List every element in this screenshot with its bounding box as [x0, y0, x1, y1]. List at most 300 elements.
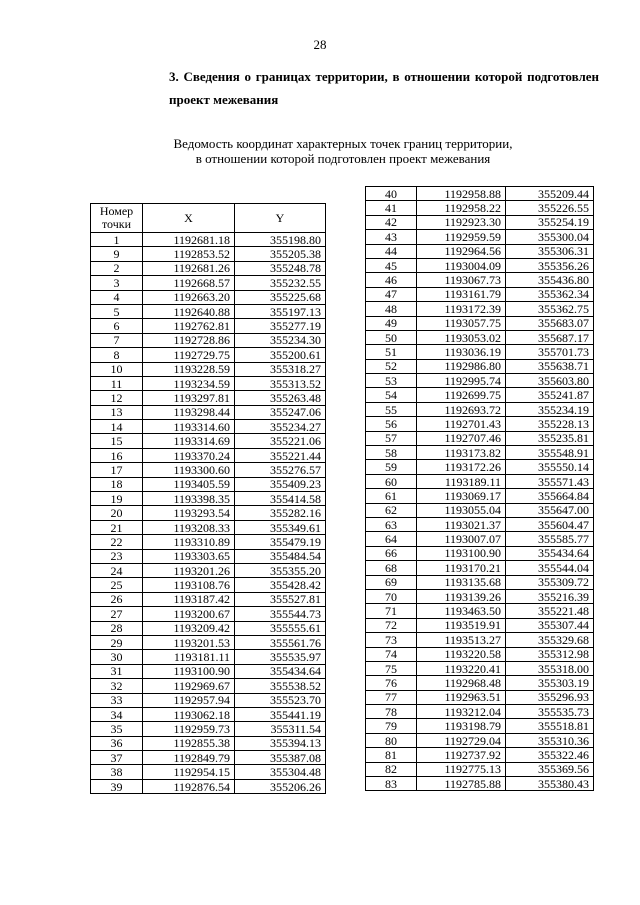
table-row: [366, 647, 594, 661]
point-number-cell: 82: [366, 762, 417, 776]
point-number-cell: 52: [366, 359, 417, 373]
y-coordinate-cell: 355683.07: [506, 316, 594, 330]
table-row: [91, 362, 326, 376]
point-number-cell: 3: [91, 276, 143, 290]
point-number-cell: 83: [366, 777, 417, 791]
table-row: [366, 719, 594, 733]
x-coordinate-cell: 1193370.24: [143, 448, 235, 462]
point-number-cell: 37: [91, 751, 143, 765]
point-number-cell: 14: [91, 420, 143, 434]
table-row: [366, 561, 594, 575]
table-row: [366, 532, 594, 546]
x-coordinate-cell: 1192855.38: [143, 736, 235, 750]
x-coordinate-cell: 1192693.72: [417, 402, 506, 416]
coordinates-table-left: [90, 203, 326, 794]
y-coordinate-cell: 355221.06: [235, 434, 326, 448]
x-coordinate-cell: 1193161.79: [417, 287, 506, 301]
table-row: [366, 705, 594, 719]
table-row: [91, 693, 326, 707]
point-number-cell: 54: [366, 388, 417, 402]
x-coordinate-cell: 1193398.35: [143, 492, 235, 506]
y-coordinate-cell: 355241.87: [506, 388, 594, 402]
x-coordinate-cell: 1193300.60: [143, 463, 235, 477]
point-number-cell: 61: [366, 489, 417, 503]
table-row: [366, 402, 594, 416]
x-coordinate-cell: 1192957.94: [143, 693, 235, 707]
point-number-cell: 22: [91, 535, 143, 549]
table-row: [91, 261, 326, 275]
x-coordinate-cell: 1193004.09: [417, 258, 506, 272]
y-coordinate-cell: 355664.84: [506, 489, 594, 503]
point-number-cell: 57: [366, 431, 417, 445]
x-coordinate-cell: 1192762.81: [143, 319, 235, 333]
table-row: [366, 517, 594, 531]
point-number-cell: 69: [366, 575, 417, 589]
y-coordinate-cell: 355226.55: [506, 201, 594, 215]
x-coordinate-cell: 1193036.19: [417, 345, 506, 359]
point-number-cell: 78: [366, 705, 417, 719]
x-coordinate-cell: 1193069.17: [417, 489, 506, 503]
y-coordinate-cell: 355518.81: [506, 719, 594, 733]
y-coordinate-cell: 355276.57: [235, 463, 326, 477]
y-coordinate-cell: 355555.61: [235, 621, 326, 635]
y-coordinate-cell: 355535.73: [506, 705, 594, 719]
point-number-cell: 11: [91, 376, 143, 390]
x-coordinate-cell: 1192785.88: [417, 777, 506, 791]
y-coordinate-cell: 355349.61: [235, 520, 326, 534]
y-coordinate-cell: 355254.19: [506, 215, 594, 229]
table-row: [366, 748, 594, 762]
point-number-cell: 66: [366, 546, 417, 560]
table-row: [91, 506, 326, 520]
point-number-cell: 10: [91, 362, 143, 376]
y-coordinate-cell: 355311.54: [235, 722, 326, 736]
x-coordinate-cell: 1193208.33: [143, 520, 235, 534]
table-row: [91, 247, 326, 261]
point-number-cell: 6: [91, 319, 143, 333]
y-coordinate-cell: 355313.52: [235, 376, 326, 390]
table-row: [91, 635, 326, 649]
y-coordinate-cell: 355647.00: [506, 503, 594, 517]
x-coordinate-cell: 1193314.69: [143, 434, 235, 448]
point-number-cell: 53: [366, 374, 417, 388]
point-number-cell: 50: [366, 330, 417, 344]
table-row: [91, 319, 326, 333]
table-row: [91, 477, 326, 491]
table-caption-line-1: Ведомость координат характерных точек границ территории,: [173, 136, 513, 151]
table-row: [91, 736, 326, 750]
point-number-cell: 81: [366, 748, 417, 762]
point-number-cell: 30: [91, 650, 143, 664]
x-coordinate-cell: 1193187.42: [143, 592, 235, 606]
x-coordinate-cell: 1193053.02: [417, 330, 506, 344]
table-row: [91, 420, 326, 434]
x-coordinate-cell: 1193220.41: [417, 661, 506, 675]
x-coordinate-cell: 1193200.67: [143, 607, 235, 621]
table-row: [366, 589, 594, 603]
point-number-cell: 46: [366, 273, 417, 287]
table-row: [91, 290, 326, 304]
table-row: [366, 201, 594, 215]
table-row: [91, 405, 326, 419]
table-row: [91, 348, 326, 362]
y-coordinate-cell: 355303.19: [506, 676, 594, 690]
table-header-row: [91, 204, 326, 233]
x-coordinate-cell: 1192969.67: [143, 679, 235, 693]
point-number-cell: 48: [366, 302, 417, 316]
y-coordinate-cell: 355356.26: [506, 258, 594, 272]
y-coordinate-cell: 355362.75: [506, 302, 594, 316]
point-number-cell: 20: [91, 506, 143, 520]
x-coordinate-cell: 1193021.37: [417, 517, 506, 531]
point-number-cell: 42: [366, 215, 417, 229]
y-coordinate-cell: 355394.13: [235, 736, 326, 750]
point-number-cell: 41: [366, 201, 417, 215]
x-coordinate-cell: 1193513.27: [417, 633, 506, 647]
y-coordinate-cell: 355535.97: [235, 650, 326, 664]
x-coordinate-cell: 1192701.43: [417, 417, 506, 431]
x-coordinate-cell: 1193234.59: [143, 376, 235, 390]
table-row: [366, 187, 594, 201]
point-number-cell: 79: [366, 719, 417, 733]
point-number-cell: 32: [91, 679, 143, 693]
table-row: [366, 733, 594, 747]
y-coordinate-cell: 355441.19: [235, 707, 326, 721]
y-coordinate-cell: 355538.52: [235, 679, 326, 693]
table-row: [91, 463, 326, 477]
y-coordinate-cell: 355436.80: [506, 273, 594, 287]
point-number-cell: 35: [91, 722, 143, 736]
x-coordinate-cell: 1192954.15: [143, 765, 235, 779]
y-coordinate-cell: 355197.13: [235, 304, 326, 318]
x-coordinate-cell: 1192681.18: [143, 233, 235, 247]
x-coordinate-cell: 1192876.54: [143, 779, 235, 793]
y-coordinate-cell: 355322.46: [506, 748, 594, 762]
y-coordinate-cell: 355216.39: [506, 589, 594, 603]
y-coordinate-cell: 355548.91: [506, 446, 594, 460]
y-coordinate-cell: 355409.23: [235, 477, 326, 491]
table-row: [91, 679, 326, 693]
point-number-cell: 8: [91, 348, 143, 362]
x-coordinate-cell: 1193314.60: [143, 420, 235, 434]
x-coordinate-cell: 1192995.74: [417, 374, 506, 388]
y-coordinate-cell: 355434.64: [506, 546, 594, 560]
header-point-number: Номер точки: [91, 204, 143, 233]
x-coordinate-cell: 1193139.26: [417, 589, 506, 603]
table-row: [366, 330, 594, 344]
x-coordinate-cell: 1193209.42: [143, 621, 235, 635]
x-coordinate-cell: 1192728.86: [143, 333, 235, 347]
y-coordinate-cell: 355687.17: [506, 330, 594, 344]
point-number-cell: 64: [366, 532, 417, 546]
y-coordinate-cell: 355198.80: [235, 233, 326, 247]
table-row: [366, 503, 594, 517]
table-row: [366, 690, 594, 704]
y-coordinate-cell: 355638.71: [506, 359, 594, 373]
table-row: [366, 604, 594, 618]
table-row: [366, 230, 594, 244]
x-coordinate-cell: 1193055.04: [417, 503, 506, 517]
table-row: [366, 258, 594, 272]
table-row: [91, 563, 326, 577]
table-row: [366, 633, 594, 647]
point-number-cell: 59: [366, 460, 417, 474]
point-number-cell: 63: [366, 517, 417, 531]
y-coordinate-cell: 355232.55: [235, 276, 326, 290]
point-number-cell: 47: [366, 287, 417, 301]
section-heading-line-1: 3. Сведения о границах территории, в отношении которой подготовлен: [169, 69, 599, 84]
table-row: [91, 765, 326, 779]
x-coordinate-cell: 1193100.90: [143, 664, 235, 678]
y-coordinate-cell: 355307.44: [506, 618, 594, 632]
table-row: [91, 549, 326, 563]
x-coordinate-cell: 1193172.39: [417, 302, 506, 316]
y-coordinate-cell: 355221.48: [506, 604, 594, 618]
y-coordinate-cell: 355234.30: [235, 333, 326, 347]
x-coordinate-cell: 1193170.21: [417, 561, 506, 575]
y-coordinate-cell: 355225.68: [235, 290, 326, 304]
x-coordinate-cell: 1193172.26: [417, 460, 506, 474]
y-coordinate-cell: 355369.56: [506, 762, 594, 776]
y-coordinate-cell: 355603.80: [506, 374, 594, 388]
table-row: [366, 575, 594, 589]
point-number-cell: 2: [91, 261, 143, 275]
x-coordinate-cell: 1192707.46: [417, 431, 506, 445]
y-coordinate-cell: 355263.48: [235, 391, 326, 405]
y-coordinate-cell: 355701.73: [506, 345, 594, 359]
y-coordinate-cell: 355247.06: [235, 405, 326, 419]
y-coordinate-cell: 355248.78: [235, 261, 326, 275]
x-coordinate-cell: 1193201.26: [143, 563, 235, 577]
y-coordinate-cell: 355387.08: [235, 751, 326, 765]
x-coordinate-cell: 1193189.11: [417, 474, 506, 488]
point-number-cell: 5: [91, 304, 143, 318]
x-coordinate-cell: 1193220.58: [417, 647, 506, 661]
x-coordinate-cell: 1193228.59: [143, 362, 235, 376]
x-coordinate-cell: 1193405.59: [143, 477, 235, 491]
x-coordinate-cell: 1193201.53: [143, 635, 235, 649]
x-coordinate-cell: 1192729.75: [143, 348, 235, 362]
table-row: [91, 333, 326, 347]
table-row: [366, 489, 594, 503]
y-coordinate-cell: 355277.19: [235, 319, 326, 333]
point-number-cell: 36: [91, 736, 143, 750]
x-coordinate-cell: 1193007.07: [417, 532, 506, 546]
x-coordinate-cell: 1192681.26: [143, 261, 235, 275]
point-number-cell: 56: [366, 417, 417, 431]
point-number-cell: 72: [366, 618, 417, 632]
x-coordinate-cell: 1192923.30: [417, 215, 506, 229]
table-caption-line-2: в отношении которой подготовлен проект межевания: [195, 151, 491, 166]
table-row: [91, 391, 326, 405]
y-coordinate-cell: 355312.98: [506, 647, 594, 661]
point-number-cell: 24: [91, 563, 143, 577]
table-row: [91, 779, 326, 793]
x-coordinate-cell: 1193303.65: [143, 549, 235, 563]
x-coordinate-cell: 1192849.79: [143, 751, 235, 765]
table-row: [366, 446, 594, 460]
x-coordinate-cell: 1192729.04: [417, 733, 506, 747]
x-coordinate-cell: 1192737.92: [417, 748, 506, 762]
table-row: [366, 431, 594, 445]
table-row: [366, 302, 594, 316]
table-row: [91, 578, 326, 592]
point-number-cell: 38: [91, 765, 143, 779]
x-coordinate-cell: 1192640.88: [143, 304, 235, 318]
x-coordinate-cell: 1193062.18: [143, 707, 235, 721]
table-row: [91, 233, 326, 247]
point-number-cell: 45: [366, 258, 417, 272]
section-heading-line-2: проект межевания: [169, 92, 279, 107]
point-number-cell: 55: [366, 402, 417, 416]
table-row: [366, 417, 594, 431]
table-row: [91, 276, 326, 290]
table-row: [366, 215, 594, 229]
table-row: [366, 618, 594, 632]
point-number-cell: 9: [91, 247, 143, 261]
x-coordinate-cell: 1192986.80: [417, 359, 506, 373]
table-row: [366, 474, 594, 488]
y-coordinate-cell: 355571.43: [506, 474, 594, 488]
header-y: Y: [235, 204, 326, 233]
x-coordinate-cell: 1192775.13: [417, 762, 506, 776]
y-coordinate-cell: 355414.58: [235, 492, 326, 506]
coordinates-table-right: [365, 186, 594, 791]
x-coordinate-cell: 1192663.20: [143, 290, 235, 304]
table-row: [91, 520, 326, 534]
table-row: [366, 661, 594, 675]
point-number-cell: 76: [366, 676, 417, 690]
table-row: [91, 376, 326, 390]
point-number-cell: 51: [366, 345, 417, 359]
y-coordinate-cell: 355355.20: [235, 563, 326, 577]
x-coordinate-cell: 1193463.50: [417, 604, 506, 618]
y-coordinate-cell: 355523.70: [235, 693, 326, 707]
y-coordinate-cell: 355310.36: [506, 733, 594, 747]
table-row: [91, 535, 326, 549]
point-number-cell: 39: [91, 779, 143, 793]
point-number-cell: 44: [366, 244, 417, 258]
y-coordinate-cell: 355306.31: [506, 244, 594, 258]
table-row: [91, 722, 326, 736]
y-coordinate-cell: 355206.26: [235, 779, 326, 793]
y-coordinate-cell: 355585.77: [506, 532, 594, 546]
x-coordinate-cell: 1193212.04: [417, 705, 506, 719]
table-row: [91, 664, 326, 678]
y-coordinate-cell: 355300.04: [506, 230, 594, 244]
x-coordinate-cell: 1192963.51: [417, 690, 506, 704]
point-number-cell: 26: [91, 592, 143, 606]
x-coordinate-cell: 1193293.54: [143, 506, 235, 520]
table-row: [366, 374, 594, 388]
table-row: [366, 244, 594, 258]
y-coordinate-cell: 355235.81: [506, 431, 594, 445]
x-coordinate-cell: 1193108.76: [143, 578, 235, 592]
x-coordinate-cell: 1192959.73: [143, 722, 235, 736]
y-coordinate-cell: 355282.16: [235, 506, 326, 520]
point-number-cell: 18: [91, 477, 143, 491]
point-number-cell: 4: [91, 290, 143, 304]
table-row: [91, 751, 326, 765]
x-coordinate-cell: 1193100.90: [417, 546, 506, 560]
table-row: [91, 607, 326, 621]
point-number-cell: 27: [91, 607, 143, 621]
point-number-cell: 17: [91, 463, 143, 477]
point-number-cell: 21: [91, 520, 143, 534]
point-number-cell: 34: [91, 707, 143, 721]
x-coordinate-cell: 1193057.75: [417, 316, 506, 330]
y-coordinate-cell: 355604.47: [506, 517, 594, 531]
point-number-cell: 25: [91, 578, 143, 592]
x-coordinate-cell: 1193067.73: [417, 273, 506, 287]
y-coordinate-cell: 355296.93: [506, 690, 594, 704]
y-coordinate-cell: 355228.13: [506, 417, 594, 431]
x-coordinate-cell: 1192958.88: [417, 187, 506, 201]
table-row: [366, 273, 594, 287]
point-number-cell: 62: [366, 503, 417, 517]
point-number-cell: 23: [91, 549, 143, 563]
table-row: [91, 650, 326, 664]
point-number-cell: 68: [366, 561, 417, 575]
point-number-cell: 31: [91, 664, 143, 678]
table-row: [91, 434, 326, 448]
table-row: [366, 762, 594, 776]
table-row: [91, 592, 326, 606]
point-number-cell: 33: [91, 693, 143, 707]
y-coordinate-cell: 355234.19: [506, 402, 594, 416]
point-number-cell: 43: [366, 230, 417, 244]
y-coordinate-cell: 355544.73: [235, 607, 326, 621]
y-coordinate-cell: 355479.19: [235, 535, 326, 549]
y-coordinate-cell: 355561.76: [235, 635, 326, 649]
x-coordinate-cell: 1193310.89: [143, 535, 235, 549]
point-number-cell: 1: [91, 233, 143, 247]
table-row: [366, 287, 594, 301]
y-coordinate-cell: 355209.44: [506, 187, 594, 201]
y-coordinate-cell: 355200.61: [235, 348, 326, 362]
table-row: [366, 460, 594, 474]
y-coordinate-cell: 355484.54: [235, 549, 326, 563]
table-row: [366, 345, 594, 359]
x-coordinate-cell: 1192699.75: [417, 388, 506, 402]
point-number-cell: 28: [91, 621, 143, 635]
x-coordinate-cell: 1193198.79: [417, 719, 506, 733]
x-coordinate-cell: 1192668.57: [143, 276, 235, 290]
x-coordinate-cell: 1192968.48: [417, 676, 506, 690]
point-number-cell: 77: [366, 690, 417, 704]
x-coordinate-cell: 1193173.82: [417, 446, 506, 460]
table-row: [366, 316, 594, 330]
point-number-cell: 13: [91, 405, 143, 419]
point-number-cell: 16: [91, 448, 143, 462]
table-row: [366, 359, 594, 373]
point-number-cell: 12: [91, 391, 143, 405]
y-coordinate-cell: 355304.48: [235, 765, 326, 779]
point-number-cell: 49: [366, 316, 417, 330]
point-number-cell: 15: [91, 434, 143, 448]
point-number-cell: 73: [366, 633, 417, 647]
point-number-cell: 19: [91, 492, 143, 506]
table-row: [91, 707, 326, 721]
y-coordinate-cell: 355434.64: [235, 664, 326, 678]
x-coordinate-cell: 1193519.91: [417, 618, 506, 632]
table-row: [91, 304, 326, 318]
table-row: [366, 777, 594, 791]
point-number-cell: 75: [366, 661, 417, 675]
x-coordinate-cell: 1193298.44: [143, 405, 235, 419]
header-x: X: [143, 204, 235, 233]
point-number-cell: 70: [366, 589, 417, 603]
